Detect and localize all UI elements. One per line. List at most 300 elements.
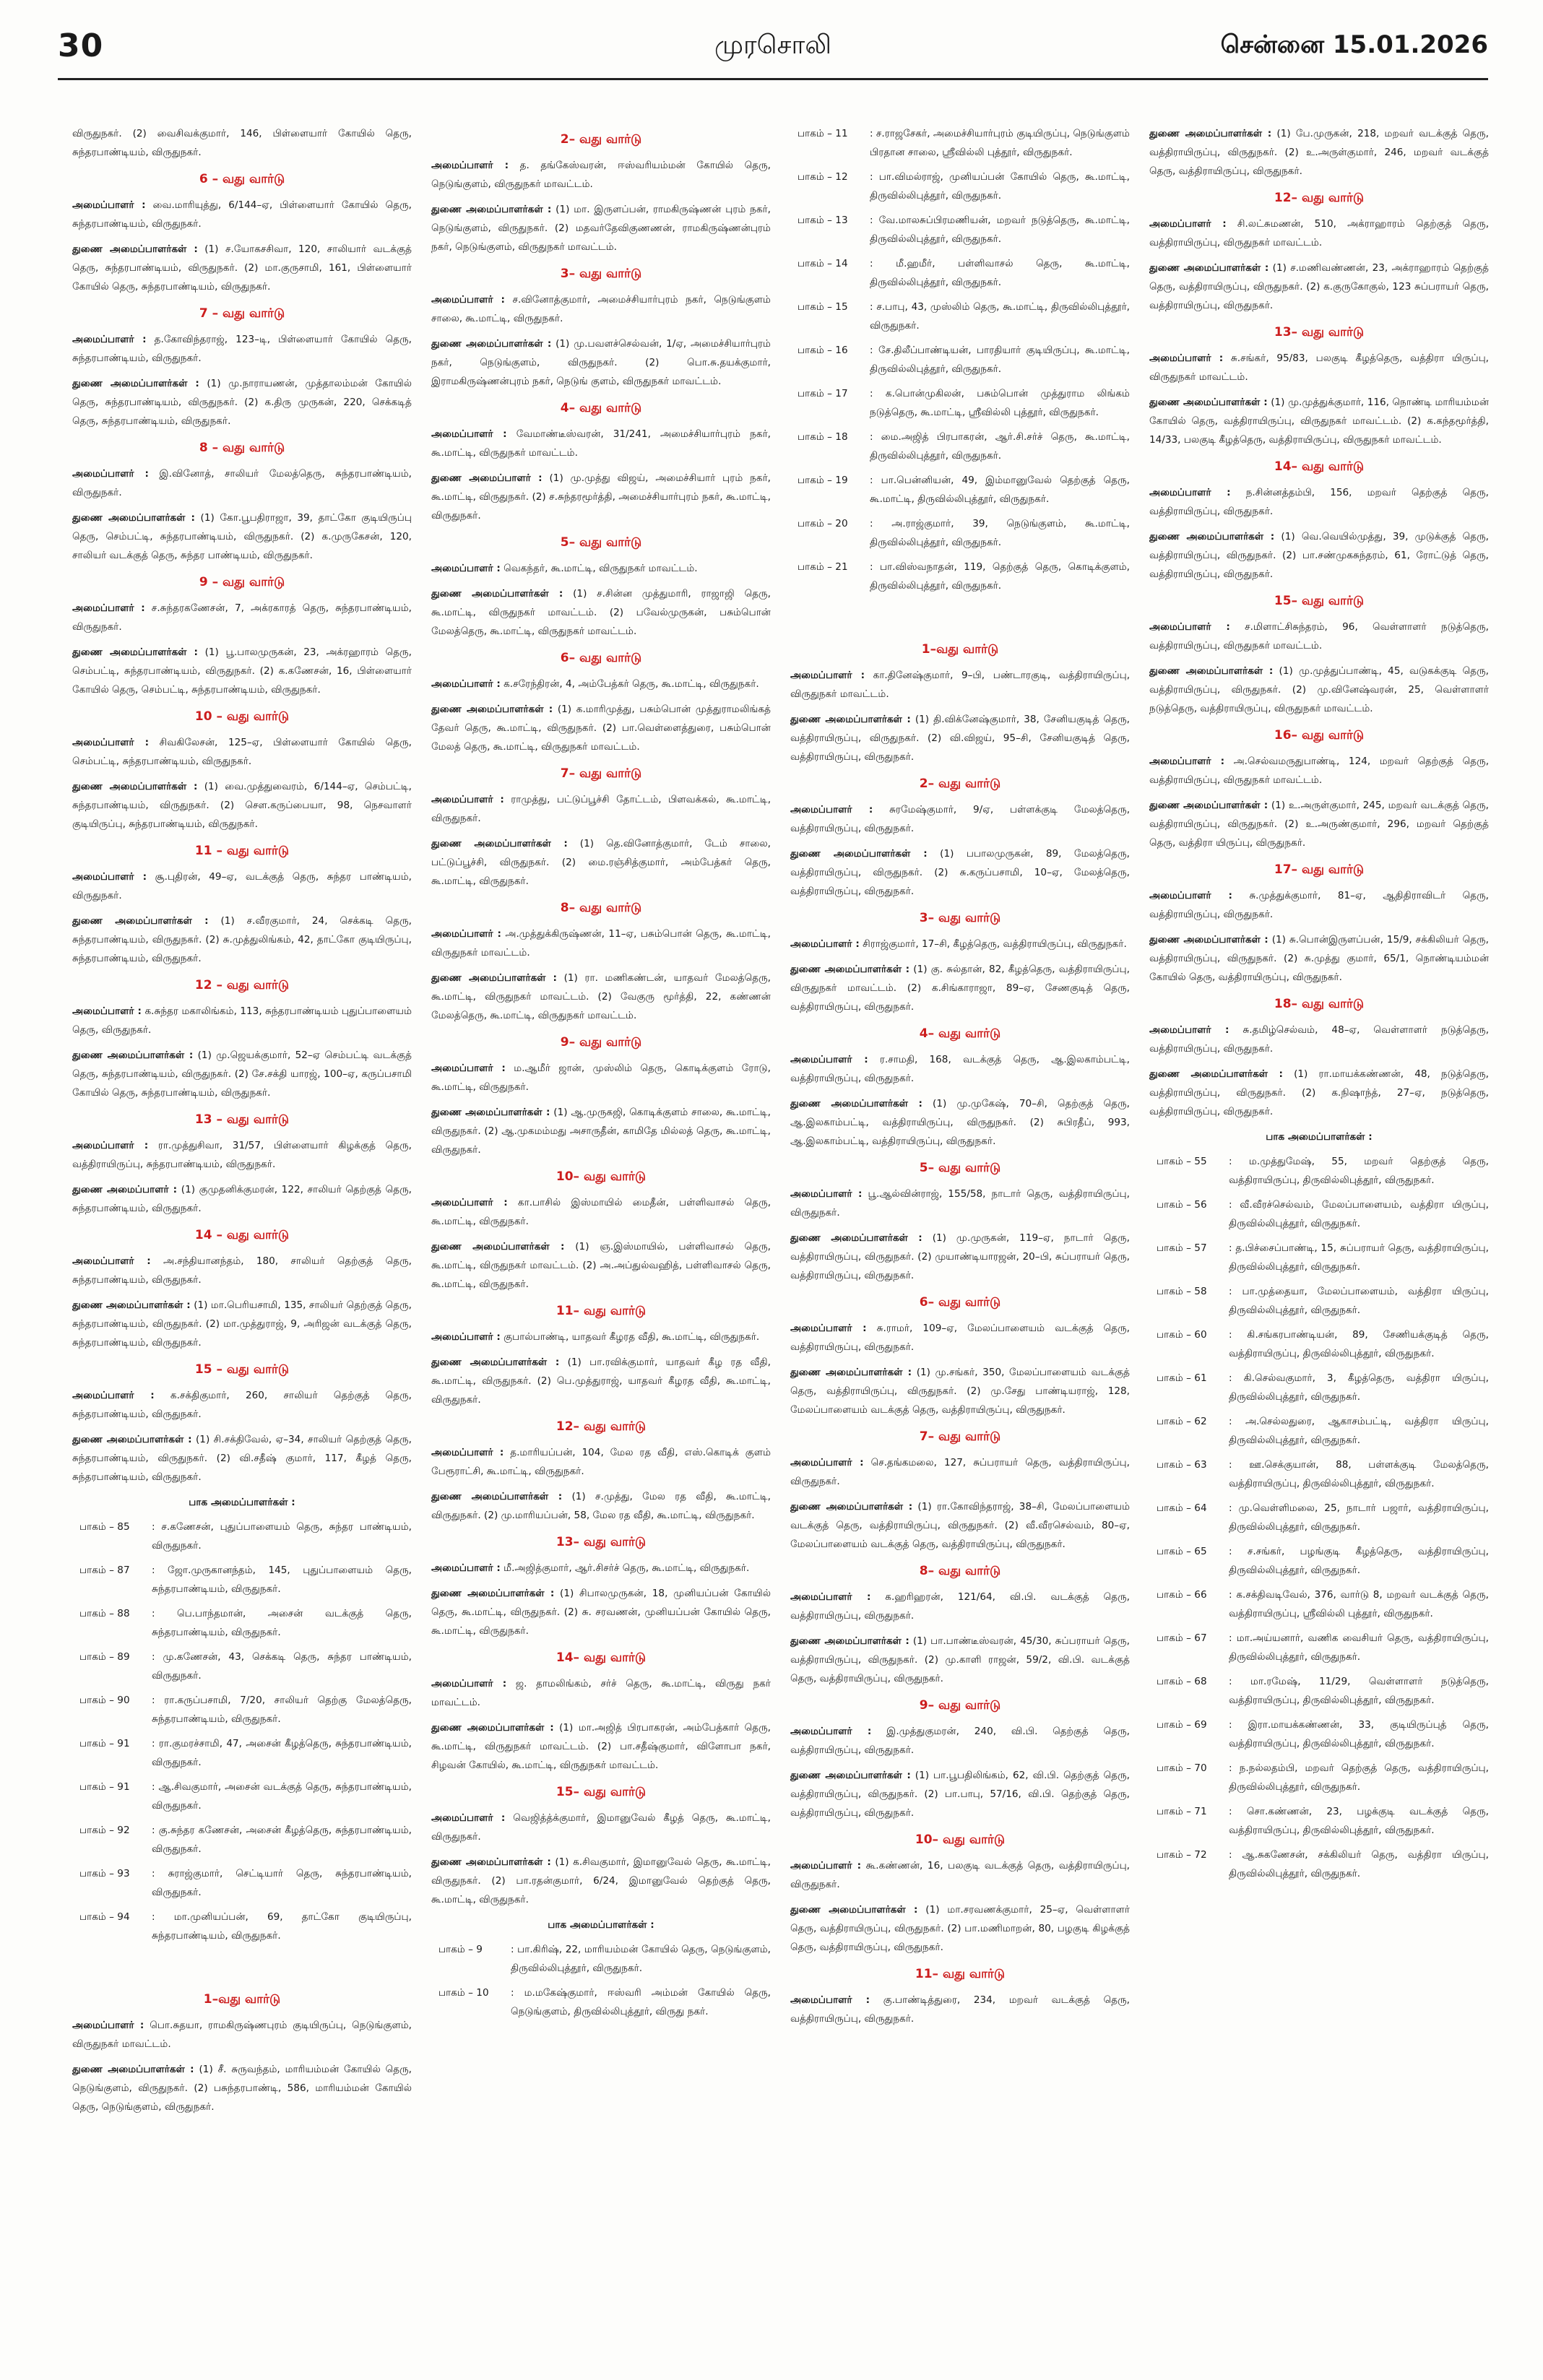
column-spacer xyxy=(790,601,1130,634)
booth-organiser: : ம.மகேஷ்குமார், ஈஸ்வரி அம்மன் கோயில் தெரு, நெடுங்குளம், திருவில்லிபுத்தூர், விருது நகர். xyxy=(511,1987,771,2017)
role-label: அமைப்பாளர் : xyxy=(72,1140,149,1151)
entry-text: (1) மு.சங்கர், 350, மேலப்பாளையம் வடக்குத் தெரு, வத்திராயிருப்பு, விருதுநகர். (2) மு.சேது பாண்டியராஜ், 128, மேலப்பாளையம் வடக்குத் தெரு, வத்திராயிருப்பு, விருதுநகர். xyxy=(790,1367,1130,1416)
entry-text: ந.சின்னத்தம்பி, 156, மறவர் தெற்குத் தெரு, வத்திராயிருப்பு, விருதுநகர். xyxy=(1149,487,1489,517)
ward-heading: 6– வது வார்டு xyxy=(919,1295,1001,1310)
booth-organiser: : பெ.பாந்தமான், அசைன் வடக்குத் தெரு, சுந்தரபாண்டியம், விருதுநகர். xyxy=(152,1608,412,1638)
booth-entry xyxy=(1149,1369,1489,1406)
role-label: அமைப்பாளர் : xyxy=(431,1063,506,1074)
entry-text: ச.சுந்தரகணேசன், 7, அக்ரகாரத் தெரு, சுந்தரபாண்டியம், விருதுநகர். xyxy=(72,602,412,633)
booth-number: பாகம் – 65 xyxy=(1157,1546,1207,1557)
role-label: துணை அமைப்பாளர்கள் : xyxy=(431,1241,565,1252)
organiser-entry xyxy=(431,1809,771,1846)
role-label: துணை அமைப்பாளர்கள் : xyxy=(431,204,552,215)
entry-text: ஜ. தாமலிங்கம், சர்ச் தெரு, கூ.மாட்டி, விருது நகர் மாவட்டம். xyxy=(431,1678,771,1708)
booth-number: பாகம் – 70 xyxy=(1157,1762,1207,1774)
booth-number: பாகம் – 55 xyxy=(1157,1156,1207,1167)
booth-number: பாகம் – 17 xyxy=(798,388,848,399)
organiser-entry xyxy=(790,1766,1130,1822)
column-4 xyxy=(1149,124,1489,2356)
organiser-entry xyxy=(72,509,412,565)
organiser-entry xyxy=(790,1588,1130,1625)
booth-organiser: : பா.பென்னியன், 49, இம்மானுவேல் தெற்குத் தெரு, கூ.மாட்டி, திருவில்லிபுத்தூர், விருதுநகர். xyxy=(870,475,1130,505)
organiser-entry xyxy=(72,240,412,296)
booth-entry xyxy=(72,1821,412,1858)
entry-text: க.ஹரிஹரன், 121/64, வி.பி. வடக்குத் தெரு, வத்திராயிருப்பு, விருதுநகர். xyxy=(790,1591,1130,1622)
organiser-entry xyxy=(431,584,771,641)
role-label: துணை அமைப்பாளர்கள் : xyxy=(431,838,568,849)
column-1 xyxy=(72,124,412,2356)
role-label: அமைப்பாளர் : xyxy=(790,1323,867,1334)
ward-heading: 14 – வது வார்டு xyxy=(194,1228,290,1242)
booth-entry xyxy=(72,1691,412,1728)
role-label: துணை அமைப்பாளர்கள் : xyxy=(790,1501,913,1513)
role-label: துணை அமைப்பாளர் : xyxy=(72,1184,178,1195)
ward-heading: 11– வது வார்டு xyxy=(556,1304,647,1318)
role-label: துணை அமைப்பாளர்கள் : xyxy=(431,1356,560,1368)
entry-text: (1) பே.முருகன், 218, மறவர் வடக்குத் தெரு, வத்திராயிருப்பு, விருதுநகர். (2) உ.அருள்குமார், 246, மறவர் வடக்குத் தெரு, வத்திராயிருப்பு, விருதுநகர். xyxy=(1149,128,1489,177)
ward-heading: 8– வது வார்டு xyxy=(919,1564,1001,1578)
role-label: துணை அமைப்பாளர்கள் : xyxy=(72,1299,191,1311)
booth-entry xyxy=(72,1604,412,1642)
booth-organiser: : அ.செல்லதுரை, ஆகாசம்பட்டி, வத்திரா யிருப்பு, திருவில்லிபுத்தூர், விருதுநகர். xyxy=(1229,1416,1489,1446)
organiser-entry xyxy=(790,1050,1130,1088)
ward-heading: 12 – வது வார்டு xyxy=(194,978,290,992)
role-label: துணை அமைப்பாளர்கள் : xyxy=(72,1050,194,1061)
booth-entry xyxy=(1149,1759,1489,1796)
entry-text: பொ.சுதயா, ராமகிருஷ்ணபுரம் குடியிருப்பு, நெடுங்குளம், விருதுநகர் மாவட்டம். xyxy=(72,2020,412,2050)
organiser-entry xyxy=(790,1453,1130,1491)
role-label: அமைப்பாளர் : xyxy=(790,1188,863,1200)
booth-organiser: : அ.ராஜ்குமார், 39, நெடுங்குளம், கூ.மாட்டி, திருவில்லிபுத்தூர், விருதுநகர். xyxy=(870,518,1130,548)
entry-text: (1) உ.அருள்குமார், 245, மறவர் வடக்குத் தெரு, வத்திராயிருப்பு, விருதுநகர். (2) உ.அருண்குமார், 296, மறவர் தெற்குத் தெரு, வத்திரா யிருப்பு, விருதுநகர். xyxy=(1149,800,1489,849)
role-label: துணை அமைப்பாளர்கள் : xyxy=(72,915,209,927)
ward-heading: 3– வது வார்டு xyxy=(919,911,1001,925)
organiser-entry xyxy=(1149,796,1489,852)
booth-organiser: : பா.முத்தையா, மேலப்பாளையம், வத்திரா யிருப்பு, திருவில்லிபுத்தூர், விருதுநகர். xyxy=(1229,1286,1489,1316)
entry-text: வை.மாரியுத்து, 6/144–ஏ, பிள்ளையார் கோயில் தெரு, சுந்தரபாண்டியம், விருதுநகர். xyxy=(72,199,412,230)
booth-organiser: : ச.ராஜசேகர், அமைச்சியார்புரம் குடியிருப்பு, நெடுங்குளம் பிரதான சாலை, ஸ்ரீவில்லி புத்தூர், விருதுநகர். xyxy=(870,128,1130,158)
booth-entry xyxy=(790,124,1130,162)
entry-text: (1) மு.முத்து விஜய், அமைச்சியார் புரம் நகர், கூ.மாட்டி, விருதுநகர். (2) ச.சுந்தரமூர்த்தி, அமைச்சியார்புரம் நகர், கூ.மாட்டி, விருதுநகர். xyxy=(431,472,771,522)
role-label: துணை அமைப்பாளர்கள் : xyxy=(431,1856,551,1868)
booth-number: பாகம் – 67 xyxy=(1157,1632,1207,1644)
role-label: துணை அமைப்பாளர்கள் : xyxy=(1149,800,1268,811)
role-label: துணை அமைப்பாளர்கள் : xyxy=(790,1232,922,1244)
booth-organiser: : சுராஜ்குமார், செட்டியார் தெரு, சுந்தரபாண்டியம், விருதுநகர். xyxy=(152,1868,412,1898)
booth-organiser: : பா.விஸ்வநாதன், 119, தெற்குத் தெரு, கொடிக்குளம், திருவில்லிபுத்தூர், விருதுநகர். xyxy=(870,561,1130,592)
organiser-entry xyxy=(431,1487,771,1525)
booth-entry xyxy=(1149,1715,1489,1753)
booth-organiser: : க.சக்திவடிவேல், 376, வார்டு 8, மறவர் வடக்குத் தெரு, வத்திராயிருப்பு, ஸ்ரீவில்லி புத்தூர், விருதுநகர். xyxy=(1229,1589,1489,1619)
ward-heading: 8 – வது வார்டு xyxy=(199,441,285,455)
entry-text: (1) கு. சுல்தான், 82, கீழத்தெரு, வத்திராயிருப்பு, விருதுநகர் மாவட்டம். (2) க.சிங்காராஜா, 89–ஏ, சேணகுடித் தெரு, வத்திராயிருப்பு, விருதுநகர். xyxy=(790,964,1130,1013)
booth-entry xyxy=(1149,1152,1489,1190)
booth-organiser: : பா.விமல்ராஜ், முனியப்பன் கோயில் தெரு, கூ.மாட்டி, திருவில்லிபுத்தூர், விருதுநகர். xyxy=(870,171,1130,202)
organiser-entry xyxy=(790,1229,1130,1285)
role-label: அமைப்பாளர் : xyxy=(72,1390,155,1401)
role-label: துணை அமைப்பாளர்கள் : xyxy=(431,1107,550,1118)
booth-organiser: : மா.ரமேஷ், 11/29, வெள்ளாளர் நடுத்தெரு, வத்திராயிருப்பு, திருவில்லிபுத்தூர், விருதுநகர். xyxy=(1229,1676,1489,1706)
role-label: அமைப்பாளர் : xyxy=(72,871,147,883)
booth-number: பாகம் – 63 xyxy=(1157,1459,1207,1471)
ward-heading: 6 – வது வார்டு xyxy=(199,172,285,186)
ward-heading: 5– வது வார்டு xyxy=(919,1161,1001,1175)
booth-organiser: : பா.கிரிஷ், 22, மாரியம்மன் கோயில் தெரு, நெடுங்குளம், திருவில்லிபுத்தூர், விருதுநகர். xyxy=(511,1944,771,1974)
organiser-entry xyxy=(431,1853,771,1909)
entry-text: த. தங்கேஸ்வரன், ஈஸ்வரியம்மன் கோயில் தெரு, நெடுங்குளம், விருதுநகர் மாவட்டம். xyxy=(431,160,771,190)
organiser-entry xyxy=(790,1363,1130,1419)
role-label: அமைப்பாளர் : xyxy=(1149,487,1231,498)
role-label: அமைப்பாளர் : xyxy=(790,1860,862,1871)
booth-entry xyxy=(72,1864,412,1902)
entry-text: சு.ராமர், 109–ஏ, மேலப்பாளையம் வடக்குத் தெரு, வத்திராயிருப்பு, விருதுநகர். xyxy=(790,1323,1130,1353)
entry-text: (1) தெ.வினோத்குமார், டேம் சாலை, பட்டுப்பூச்சி, விருதுநகர். (2) மை.ரஞ்சித்குமார், அம்பேத்கர் தெரு, கூ.மாட்டி, விருதுநகர். xyxy=(431,838,771,887)
ward-heading: 18– வது வார்டு xyxy=(1274,997,1365,1011)
entry-text: சூ.புதிரன், 49–ஏ, வடக்குத் தெரு, சுந்தர பாண்டியம், விருதுநகர். xyxy=(72,871,412,901)
role-label: அமைப்பாளர் : xyxy=(72,468,149,480)
booth-number: பாகம் – 87 xyxy=(79,1565,130,1576)
masthead xyxy=(58,27,1488,78)
entry-text: சி.லட்சுமணன், 510, அக்ராஹாரம் தெற்குத் தெரு, வத்திராயிருப்பு, விருதுநகர் மாவட்டம். xyxy=(1149,218,1489,248)
role-label: துணை அமைப்பாளர்கள் : xyxy=(72,378,199,389)
booth-entry xyxy=(1149,1239,1489,1276)
role-label: அமைப்பாளர் : xyxy=(431,428,507,440)
role-label: துணை அமைப்பாளர்கள் : xyxy=(1149,1068,1283,1080)
organiser-entry xyxy=(72,912,412,968)
organiser-entry xyxy=(431,969,771,1025)
booth-organiser: : மீ.ஹமீர், பள்ளிவாசல் தெரு, கூ.மாட்டி, திருவில்லிபுத்தூர், விருதுநகர். xyxy=(870,258,1130,288)
entry-text: கா.தினேஷ்குமார், 9–பி, பண்டாரகுடி, வத்திராயிருப்பு, விருதுநகர் மாவட்டம். xyxy=(790,670,1130,700)
role-label: அமைப்பாளர் : xyxy=(790,670,865,681)
entry-text: (1) க.சிவகுமார், இமானுவேல் தெரு, கூ.மாட்டி, விருதுநகர். (2) பா.ரதன்குமார், 6/24, இமானுவேல் தெற்குத் தெரு, கூ.மாட்டி, விருதுநகர். xyxy=(431,1856,771,1905)
role-label: துணை அமைப்பாளர்கள் : xyxy=(1149,397,1268,408)
booth-organiser: : ச.பாபு, 43, முஸ்லிம் தெரு, கூ.மாட்டி, திருவில்லிபுத்தூர், விருதுநகர். xyxy=(870,301,1130,332)
organiser-entry xyxy=(431,200,771,256)
organiser-entry xyxy=(72,599,412,636)
ward-heading: 4– வது வார்டு xyxy=(919,1026,1001,1041)
ward-heading: 11– வது வார்டு xyxy=(915,1967,1006,1981)
booth-number: பாகம் – 66 xyxy=(1157,1589,1207,1601)
role-label: அமைப்பாளர் : xyxy=(790,1591,871,1603)
organiser-entry xyxy=(431,1193,771,1231)
entry-text: ரா.முத்துசிவா, 31/57, பிள்ளையார் கிழக்குத் தெரு, வத்திராயிருப்பு, சுந்தரபாண்டியம், விருதுநகர். xyxy=(72,1140,412,1170)
booth-number: பாகம் – 88 xyxy=(79,1608,130,1619)
organiser-entry xyxy=(72,1180,412,1218)
booth-entry xyxy=(1149,1845,1489,1883)
organiser-entry xyxy=(72,643,412,699)
ward-heading: 5– வது வார்டு xyxy=(560,535,642,550)
ward-heading: 17– வது வார்டு xyxy=(1274,862,1365,877)
booth-entry xyxy=(790,428,1130,465)
ward-heading: 13 – வது வார்டு xyxy=(194,1112,290,1127)
ward-heading: 1–வது வார்டு xyxy=(921,642,999,657)
ward-heading: 1–வது வார்டு xyxy=(203,1992,281,2007)
booth-number: பாகம் – 11 xyxy=(798,128,848,139)
organiser-entry xyxy=(72,2060,412,2116)
entry-text: செ.தங்கமலை, 127, சுப்பராயர் தெரு, வத்திராயிருப்பு, விருதுநகர். xyxy=(790,1457,1130,1487)
organiser-entry xyxy=(72,196,412,233)
role-label: அமைப்பாளர் : xyxy=(431,794,504,805)
organiser-entry xyxy=(431,1103,771,1159)
role-label: துணை அமைப்பாளர்கள் : xyxy=(431,338,552,350)
entry-text: (1) மா. இருளப்பன், ராமகிருஷ்ணன் புரம் நகர், நெடுங்குளம், விருதுநகர். (2) மதவர்தேவிகுணணன், ராமகிருஷ்ணன்புரம் நகர், நெடுங்குளம், விருதுநகர் மாவட்டம். xyxy=(431,204,771,253)
organiser-entry xyxy=(790,1722,1130,1760)
entry-text: (1) மு.முத்துப்பாண்டி, 45, வடுகக்குடி தெரு, வத்திராயிருப்பு, விருதுநகர். (2) மு.வினேஷ்வரன், 25, வெள்ளாளர் நடுத்தெரு, வத்திராயிருப்பு, விருதுநகர் மாவட்டம். xyxy=(1149,665,1489,714)
booth-entry xyxy=(1149,1802,1489,1840)
organiser-entry xyxy=(790,1185,1130,1222)
entry-text: த.மாரியப்பன், 104, மேல ரத வீதி, எஸ்.கொடிக் குளம் பேரூராட்சி, கூ.மாட்டி, விருதுநகர். xyxy=(431,1447,771,1477)
entry-text: (1) ஆ.முருகஜி, கொடிக்குளம் சாலை, கூ.மாட்டி, விருதுநகர். (2) ஆ.முகமம்மது அசாருதீன், காமிதே மில்லத் தெரு, கூ.மாட்டி, விருதுநகர். xyxy=(431,1107,771,1156)
booth-number: பாகம் – 56 xyxy=(1157,1199,1207,1211)
entry-text: (1) பா.ரவிக்குமார், யாதவர் கீழ ரத வீதி, கூ.மாட்டி, விருதுநகர். (2) பெ.முத்துராஜ், யாதவர் கீழரத வீதி, கூ.மாட்டி, விருதுநகர். xyxy=(431,1356,771,1406)
role-label: அமைப்பாளர் : xyxy=(431,1562,501,1574)
entry-text: (1) மு.பவளச்செல்வன், 1/ஏ, அமைச்சியார்புரம் நகர், நெடுங்குளம், விருதுநகர். (2) பொ.சு.தயக்குமார், இராமகிருஷ்ணன்புரம் நகர், நெடுங் குளம், விருதுநகர் மாவட்டம். xyxy=(431,338,771,387)
page-number: 30 xyxy=(58,27,104,64)
entry-text: (1) ச.யோகசசிவா, 120, சாலியார் வடக்குத் தெரு, சுந்தரபாண்டியம், விருதுநகர். (2) மா.குருசாமி, 161, பிள்ளையார் கோயில் தெரு, சுந்தரபாண்டியம், விருதுநகர். xyxy=(72,243,412,293)
organiser-entry xyxy=(1149,1021,1489,1058)
role-label: அமைப்பாளர் : xyxy=(431,1197,508,1208)
organiser-entry xyxy=(1149,618,1489,655)
booth-entry xyxy=(1149,1629,1489,1666)
role-label: துணை அமைப்பாளர்கள் : xyxy=(431,1588,555,1599)
organiser-entry xyxy=(1149,259,1489,315)
booth-organiser: : மா.முனியப்பன், 69, தாட்கோ குடியிருப்பு, சுந்தரபாண்டியம், விருதுநகர். xyxy=(152,1911,412,1942)
organiser-entry xyxy=(790,960,1130,1016)
role-label: துணை அமைப்பாளர்கள் : xyxy=(72,781,198,792)
booth-organiser: : கி.சங்கரபாண்டியன், 89, சேணியக்குடித் தெரு, வத்திராயிருப்பு, திருவில்லிபுத்தூர், விருதுநகர். xyxy=(1229,1329,1489,1359)
ward-heading: 13– வது வார்டு xyxy=(556,1535,647,1549)
organiser-entry xyxy=(431,1718,771,1775)
role-label: துணை அமைப்பாளர்கள் : xyxy=(431,704,553,715)
organiser-entry xyxy=(72,1046,412,1102)
booth-number: பாகம் – 57 xyxy=(1157,1242,1207,1254)
booth-entry xyxy=(790,298,1130,335)
entry-text: சு.தமிழ்செல்வம், 48–ஏ, வெள்ளாளர் நடுத்தெரு, வத்திராயிருப்பு, விருதுநகர். xyxy=(1149,1024,1489,1055)
role-label: அமைப்பாளர் : xyxy=(1149,621,1230,633)
role-label: அமைப்பாளர் : xyxy=(431,678,501,690)
ward-heading: 12– வது வார்டு xyxy=(1274,191,1365,205)
organiser-entry xyxy=(72,124,412,162)
ward-heading: 14– வது வார்டு xyxy=(556,1650,647,1665)
booth-entry xyxy=(1149,1585,1489,1623)
entry-text: ர.சாமதி, 168, வடக்குத் தெரு, ஆ.இலகாம்பட்டி, வத்திராயிருப்பு, விருதுநகர். xyxy=(790,1054,1130,1084)
role-label: அமைப்பாளர் : xyxy=(790,1457,864,1468)
role-label: அமைப்பாளர் : xyxy=(790,1054,868,1065)
organiser-entry xyxy=(431,1674,771,1712)
organiser-entry xyxy=(1149,662,1489,718)
booth-entry xyxy=(72,1908,412,1945)
role-label: துணை அமைப்பாளர்கள் : xyxy=(72,243,198,255)
entry-text: க.சக்திகுமார், 260, சாலியர் தெற்குத் தெரு, சுந்தரபாண்டியம், விருதுநகர். xyxy=(72,1390,412,1420)
entry-text: (1) பா.பாண்டீஸ்வரன், 45/30, சுப்பராயர் தெரு, வத்திராயிருப்பு, விருதுநகர். (2) மு.காளி ராஜன், 59/2, வி.பி. வடக்குத் தெரு, வத்திராயிருப்பு, விருதுநகர். xyxy=(790,1635,1130,1684)
entry-text: த.கோவிந்தராஜ், 123–டி, பிள்ளையார் கோயில் தெரு, சுந்தரபாண்டியம், விருதுநகர். xyxy=(72,334,412,364)
entry-text: (1) மு.ஜெயக்குமார், 52–ஏ செம்பட்டி வடக்குத் தெரு, சுந்தரபாண்டியம், விருதுநகர். (2) சே.சக்தி யாரஜ், 100–ஏ, கருப்பசாமி கோயில் தெரு, சுந்தரபாண்டியம், விருதுநகர். xyxy=(72,1050,412,1099)
entry-text: சிவகிலேசன், 125–ஏ, பிள்ளையார் கோயில் தெரு, செம்பட்டி, சுந்தரபாண்டியம், விருதுநகர். xyxy=(72,737,412,767)
ward-heading: 4– வது வார்டு xyxy=(560,401,642,415)
booth-entry xyxy=(1149,1499,1489,1536)
ward-heading: 10– வது வார்டு xyxy=(556,1169,647,1184)
role-label: துணை அமைப்பாளர்கள் : xyxy=(72,646,198,658)
booth-number: பாகம் – 60 xyxy=(1157,1329,1207,1341)
organiser-entry xyxy=(72,1136,412,1174)
role-label: அமைப்பாளர் : xyxy=(431,160,509,171)
entry-text: இ.வினோத், சாலியர் மேலத்தெரு, சுந்தரபாண்டியம், விருதுநகர். xyxy=(72,468,412,498)
ward-heading: 9 – வது வார்டு xyxy=(199,575,285,589)
booth-organiser: : கி.செல்வகுமார், 3, கீழத்தெரு, வத்திரா யிருப்பு, திருவில்லிபுத்தூர், விருதுநகர். xyxy=(1229,1372,1489,1403)
entry-text: ராமுத்து, பட்டுப்பூச்சி தோட்டம், பிளவக்கல், கூ.மாட்டி, விருதுநகர். xyxy=(431,794,771,824)
booth-organiser: : ஆ.சுகணேசன், சக்கிலியர் தெரு, வத்திரா யிருப்பு, திருவில்லிபுத்தூர், விருதுநகர். xyxy=(1229,1849,1489,1879)
entry-text: சு.சங்கர், 95/83, பலகுடி கீழத்தெரு, வத்திரா யிருப்பு, விருதுநகர் மாவட்டம். xyxy=(1149,352,1489,383)
ward-heading: 15– வது வார்டு xyxy=(1274,594,1365,608)
entry-text: (1) குமுதனிக்குமரன், 122, சாலியர் தெற்குத் தெரு, சுந்தரபாண்டியம், விருதுநகர். xyxy=(72,1184,412,1214)
entry-text: (1) ச.முத்து, மேல ரத வீதி, கூ.மாட்டி, விருதுநகர். (2) மு.மாரியப்பன், 58, மேல ரத வீதி, கூ.மாட்டி, விருதுநகர். xyxy=(431,1491,771,1521)
organiser-entry xyxy=(790,710,1130,766)
organiser-entry xyxy=(790,1497,1130,1554)
booth-organiser: : ஊ.செக்குயான், 88, பள்ளக்குடி மேலத்தெரு, வத்திராயிருப்பு, திருவில்லிபுத்தூர், விருதுநகர். xyxy=(1229,1459,1489,1489)
booth-number: பாகம் – 13 xyxy=(798,215,848,226)
role-label: துணை அமைப்பாளர்கள் : xyxy=(431,972,557,984)
organiser-entry xyxy=(790,800,1130,838)
booth-entry xyxy=(790,211,1130,248)
booth-organiser: : ந.நல்லதம்பி, மறவர் தெற்குத் தெரு, வத்திராயிருப்பு, திருவில்லிபுத்தூர், விருதுநகர். xyxy=(1229,1762,1489,1793)
entry-text: (1) சி.சக்திவேல், ஏ–34, சாலியர் தெற்குத் தெரு, சுந்தரபாண்டியம், விருதுநகர். (2) வி.சதீஷ் குமார், 117, கீழத் தெரு, சுந்தரபாண்டியம், விருதுநகர். xyxy=(72,1434,412,1483)
entry-text: கூ.கண்ணன், 16, பலகுடி வடக்குத் தெரு, வத்திராயிருப்பு, விருதுநகர். xyxy=(790,1860,1130,1890)
entry-text: வெஜித்த்க்குமார், இமானுவேல் கீழத் தெரு, கூ.மாட்டி, விருதுநகர். xyxy=(431,1812,771,1843)
booth-organiser: : ஜோ.முருகானந்தம், 145, புதுப்பாளையம் தெரு, சுந்தரபாண்டியம், விருதுநகர். xyxy=(152,1565,412,1595)
role-label: அமைப்பாளர் : xyxy=(431,928,501,940)
booth-number: பாகம் – 21 xyxy=(798,561,848,573)
section-subheading: பாக அமைப்பாளர்கள் : xyxy=(548,1919,654,1931)
entry-text: (1) மு.முத்துக்குமார், 116, நொண்டி மாரியம்மன் கோயில் தெரு, வத்திராயிருப்பு, விருதுநகர் மாவட்டம். (2) க.கந்தமூர்த்தி, 14/33, பலகுடி கீழத்தெரு, வத்திராயிருப்பு, விருதுநகர் மாவட்டம். xyxy=(1149,397,1489,446)
role-label: அமைப்பாளர் : xyxy=(431,1331,501,1343)
role-label: துணை அமைப்பாளர்கள் : xyxy=(1149,128,1272,139)
entry-text: வெகந்தர், கூ.மாட்டி, விருதுநகர் மாவட்டம். xyxy=(503,563,698,574)
booth-number: பாகம் – 91 xyxy=(79,1781,130,1793)
entry-text: (1) மு.முகேஷ், 70–சி, தெற்குத் தெரு, ஆ.இலகாம்பட்டி, வத்திராயிருப்பு, விருதுநகர். (2) சுபிரதீப், 993, ஆ.இலகாம்பட்டி, வத்திராயிருப்பு, விருதுநகர். xyxy=(790,1098,1130,1147)
entry-text: ச.வினோத்குமார், அமைச்சியார்புரம் நகர், நெடுங்குளம் சாலை, கூ.மாட்டி, விருதுநகர். xyxy=(431,294,771,324)
role-label: அமைப்பாளர் : xyxy=(72,334,147,345)
organiser-entry xyxy=(72,777,412,834)
ward-heading: 12– வது வார்டு xyxy=(556,1419,647,1434)
role-label: அமைப்பாளர் : xyxy=(72,199,146,211)
organiser-entry xyxy=(1149,527,1489,584)
organiser-entry xyxy=(72,1386,412,1424)
role-label: துணை அமைப்பாளர்கள் : xyxy=(790,714,911,725)
organiser-entry xyxy=(1149,124,1489,181)
booth-entry xyxy=(790,514,1130,552)
organiser-entry xyxy=(431,1353,771,1409)
booth-number: பாகம் – 69 xyxy=(1157,1719,1207,1731)
entry-text: (1) க.மாரிமுத்து, பசும்பொன் முத்துராமலிங்கத் தேவர் தெரு, கூ.மாட்டி, விருதுநகர். (2) பா.வெள்ளைத்துரை, பசும்பொன் மேலத் தெரு, கூ.மாட்டி, விருதுநகர் மாவட்டம். xyxy=(431,704,771,753)
booth-organiser: : க.பொன்முகிலன், பசும்பொன் முத்துராம லிங்கம் நடுத்தெரு, கூ.மாட்டி, ஸ்ரீவில்லி புத்தூர், விருதுநகர். xyxy=(870,388,1130,418)
organiser-entry xyxy=(72,464,412,502)
booth-entry xyxy=(1149,1195,1489,1233)
organiser-entry xyxy=(1149,930,1489,987)
organiser-entry xyxy=(431,1559,771,1578)
ward-heading: 13– வது வார்டு xyxy=(1274,325,1365,339)
ward-heading: 3– வது வார்டு xyxy=(560,267,642,281)
organiser-entry xyxy=(790,935,1130,953)
ward-heading: 7– வது வார்டு xyxy=(919,1429,1001,1444)
column-3 xyxy=(790,124,1130,2356)
role-label: துணை அமைப்பாளர்கள் : xyxy=(431,1722,554,1734)
section-subheading: பாக அமைப்பாளர்கள் : xyxy=(1266,1131,1373,1143)
ward-heading: 2– வது வார்டு xyxy=(919,776,1001,791)
booth-entry xyxy=(790,168,1130,205)
role-label: அமைப்பாளர் : xyxy=(790,938,860,950)
organiser-entry xyxy=(72,867,412,905)
ward-heading: 11 – வது வார்டு xyxy=(194,844,290,858)
entry-text: குபால்பாண்டி, யாதவர் கீழரத வீதி, கூ.மாட்டி, விருதுநகர். xyxy=(503,1331,760,1343)
organiser-entry xyxy=(1149,393,1489,449)
entry-text: (1) சு.பொன்இருளப்பன், 15/9, சக்கிலியர் தெரு, வத்திராயிருப்பு, விருதுநகர். (2) சு.முத்து குமார், 65/1, நொண்டியம்மன் கோயில் தெரு, வத்திராயிருப்பு, விருதுநகர். xyxy=(1149,934,1489,983)
entry-text: (1) வெ.வெயில்முத்து, 39, முடுக்குத் தெரு, வத்திராயிருப்பு, விருதுநகர். (2) பா.சண்முகசுந்தரம், 61, ரோட்டுத் தெரு, வத்திராயிருப்பு, விருதுநகர். xyxy=(1149,531,1489,580)
role-label: அமைப்பாளர் : xyxy=(431,563,501,574)
role-label: துணை அமைப்பாளர்கள் : xyxy=(72,512,195,524)
entry-text: (1) பா.பூபதிலிங்கம், 62, வி.பி. தெற்குத் தெரு, வத்திராயிருப்பு, விருதுநகர். (2) பா.பாபு, 57/16, வி.பி. தெற்குத் தெரு, வத்திராயிருப்பு, விருதுநகர். xyxy=(790,1770,1130,1819)
booth-organiser: : வீ.வீரச்செல்வம், மேலப்பாளையம், வத்திரா யிருப்பு, திருவில்லிபுத்தூர், விருதுநகர். xyxy=(1229,1199,1489,1229)
booth-number: பாகம் – 85 xyxy=(79,1521,130,1533)
organiser-entry xyxy=(431,1328,771,1346)
booth-number: பாகம் – 19 xyxy=(798,475,848,486)
organiser-entry xyxy=(1149,1065,1489,1121)
ward-heading: 7– வது வார்டு xyxy=(560,766,642,781)
booth-number: பாகம் – 72 xyxy=(1157,1849,1207,1861)
entry-text: வேமாண்டீஸ்வரன், 31/241, அமைச்சியார்புரம் நகர், கூ.மாட்டி, விருதுநகர் மாவட்டம். xyxy=(431,428,771,459)
organiser-entry xyxy=(431,334,771,391)
booth-number: பாகம் – 90 xyxy=(79,1695,130,1706)
entry-text: சிராஜ்குமார், 17–சி, கீழத்தெரு, வத்திராயிருப்பு, விருதுநகர். xyxy=(863,938,1127,950)
role-label: துணை அமைப்பாளர்கள் : xyxy=(1149,665,1274,677)
booth-number: பாகம் – 93 xyxy=(79,1868,130,1879)
organiser-entry xyxy=(431,834,771,891)
organiser-entry xyxy=(790,1094,1130,1151)
booth-number: பாகம் – 16 xyxy=(798,345,848,356)
organiser-entry xyxy=(431,1237,771,1294)
organiser-entry xyxy=(1149,752,1489,789)
booth-organiser: : சொ.கண்ணன், 23, பழக்குடி வடக்குத் தெரு, வத்திராயிருப்பு, திருவில்லிபுத்தூர், விருதுநகர். xyxy=(1229,1806,1489,1836)
organiser-entry xyxy=(1149,886,1489,924)
booth-entry xyxy=(431,1940,771,1978)
role-label: அமைப்பாளர் : xyxy=(1149,890,1232,901)
entry-text: (1) ரா. மணிகண்டன், யாதவர் மேலத்தெரு, கூ.மாட்டி, விருதுநகர் மாவட்டம். (2) வேகுரு மூர்த்தி, 22, கண்ணன் மேலத்தெரு, கூ.மாட்டி, விருதுநகர் மாவட்டம். xyxy=(431,972,771,1021)
entry-text: அ.முத்துக்கிருஷ்ணன், 11–ஏ, பசும்பொன் தெரு, கூ.மாட்டி, விருதுநகர் மாவட்டம். xyxy=(431,928,771,959)
organiser-entry xyxy=(431,700,771,756)
entry-text: (1) தி.விக்னேஷ்குமார், 38, சேனியகுடித் தெரு, வத்திராயிருப்பு, விருதுநகர். (2) வி.விஜய், 95–சி, சேனியகுடித் தெரு, வத்திராயிருப்பு, விருதுநகர். xyxy=(790,714,1130,763)
organiser-entry xyxy=(431,1443,771,1481)
entry-text: (1) ரா.மாயக்கண்ணன், 48, நடுத்தெரு, வத்திராயிருப்பு, விருதுநகர். (2) க.நிஷாந்த், 27–ஏ, நடுத்தெரு, வத்திராயிருப்பு, விருதுநகர். xyxy=(1149,1068,1489,1117)
booth-entry xyxy=(72,1734,412,1772)
role-label: அமைப்பாளர் : xyxy=(72,2020,144,2031)
organiser-entry xyxy=(72,330,412,368)
organiser-entry xyxy=(790,1856,1130,1894)
entry-text: கு.பாண்டித்துரை, 234, மறவர் வடக்குத் தெரு, வத்திராயிருப்பு, விருதுநகர். xyxy=(790,1994,1130,2025)
entry-text: விருதுநகர். (2) வைசிவக்குமார், 146, பிள்ளையார் கோயில் தெரு, சுந்தரபாண்டியம், விருதுநகர். xyxy=(72,128,412,158)
role-label: துணை அமைப்பாளர்கள் : xyxy=(72,1434,192,1445)
role-label: துணை அமைப்பாளர்கள் : xyxy=(1149,934,1268,945)
column-spacer xyxy=(72,1951,412,1984)
organiser-entry xyxy=(431,425,771,462)
organiser-entry xyxy=(790,844,1130,901)
booth-entry xyxy=(1149,1455,1489,1493)
organiser-entry xyxy=(431,156,771,194)
booth-entry xyxy=(790,254,1130,292)
organiser-entry xyxy=(1149,215,1489,252)
role-label: அமைப்பாளர் : xyxy=(1149,756,1225,767)
booth-organiser: : வே.மாலசுப்பிரமணியன், மறவர் நடுத்தெரு, கூ.மாட்டி, திருவில்லிபுத்தூர், விருதுநகர். xyxy=(870,215,1130,245)
organiser-entry xyxy=(431,1584,771,1640)
ward-heading: 15– வது வார்டு xyxy=(556,1785,647,1799)
